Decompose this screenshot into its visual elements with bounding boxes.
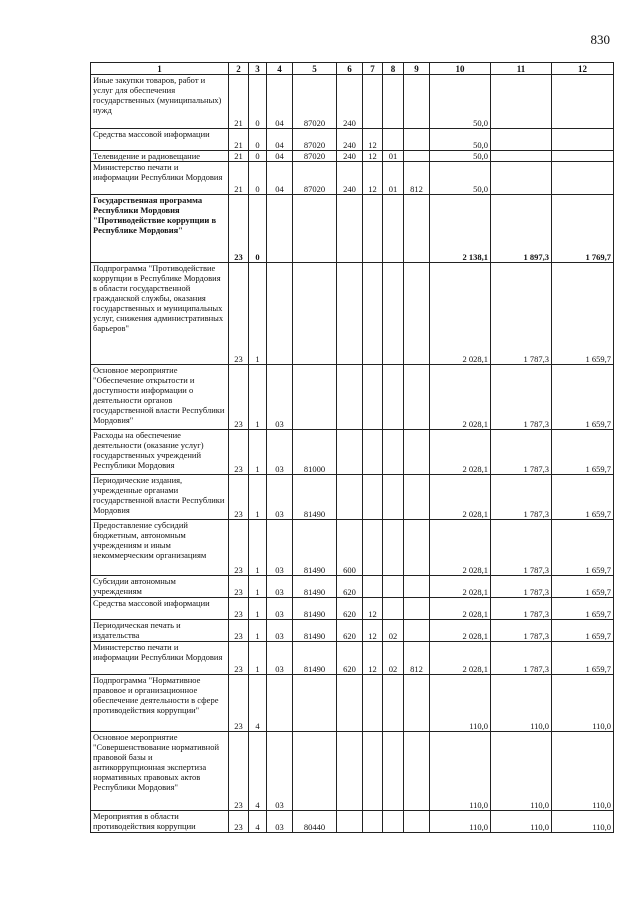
code-cell: 1 [249,475,267,520]
code-cell: 240 [337,162,363,195]
code-cell [404,675,430,732]
amount-cell [552,129,614,151]
code-cell [404,151,430,162]
table-row [91,151,614,162]
code-cell: 620 [337,642,363,675]
code-cell [363,430,383,475]
amount-cell: 110,0 [552,675,614,732]
row-name-cell: Основное мероприятие "Обеспечение открытости и доступности информации о деятельности органов государственной власти Республики Мордовия" [91,365,229,430]
code-cell: 240 [337,75,363,129]
code-cell [267,195,293,263]
code-cell: 23 [229,430,249,475]
header-cell: 5 [293,63,337,75]
code-cell [404,475,430,520]
page-number: 830 [590,32,610,47]
amount-cell: 110,0 [552,811,614,833]
code-cell: 03 [267,620,293,642]
amount-cell [552,75,614,129]
code-cell [404,598,430,620]
code-cell: 0 [249,75,267,129]
code-cell [337,811,363,833]
code-cell: 03 [267,430,293,475]
amount-cell: 110,0 [491,732,552,811]
code-cell [293,195,337,263]
code-cell [293,732,337,811]
amount-cell: 2 028,1 [430,642,491,675]
code-cell [404,365,430,430]
code-cell [337,732,363,811]
amount-cell: 1 787,3 [491,520,552,576]
row-name-cell: Мероприятия в области противодействия коррупции [91,811,229,833]
code-cell: 23 [229,598,249,620]
code-cell: 23 [229,732,249,811]
table-row [91,263,614,365]
code-cell: 21 [229,162,249,195]
code-cell [337,195,363,263]
code-cell [337,263,363,365]
code-cell: 04 [267,75,293,129]
amount-cell: 2 028,1 [430,263,491,365]
amount-cell: 1 659,7 [552,365,614,430]
code-cell [337,475,363,520]
table-row [91,195,614,263]
amount-cell: 50,0 [430,75,491,129]
code-cell: 0 [249,195,267,263]
code-cell: 04 [267,162,293,195]
amount-cell: 1 659,7 [552,576,614,598]
amount-cell: 1 787,3 [491,430,552,475]
amount-cell [552,151,614,162]
code-cell: 1 [249,576,267,598]
code-cell: 23 [229,520,249,576]
code-cell: 01 [383,162,404,195]
budget-table [90,62,614,833]
code-cell [383,576,404,598]
amount-cell: 1 659,7 [552,620,614,642]
amount-cell: 1 787,3 [491,263,552,365]
amount-cell: 2 028,1 [430,520,491,576]
code-cell [404,520,430,576]
code-cell: 1 [249,620,267,642]
code-cell [404,129,430,151]
code-cell: 03 [267,811,293,833]
code-cell [383,475,404,520]
code-cell: 81490 [293,642,337,675]
amount-cell [491,129,552,151]
code-cell: 812 [404,642,430,675]
amount-cell: 2 138,1 [430,195,491,263]
table-row [91,598,614,620]
amount-cell: 110,0 [491,675,552,732]
code-cell: 21 [229,75,249,129]
code-cell: 23 [229,365,249,430]
header-cell: 6 [337,63,363,75]
table-body [91,75,614,833]
code-cell: 87020 [293,162,337,195]
code-cell: 620 [337,576,363,598]
code-cell: 81490 [293,475,337,520]
amount-cell [491,151,552,162]
code-cell: 03 [267,598,293,620]
row-name-cell: Средства массовой информации [91,129,229,151]
code-cell: 81490 [293,520,337,576]
code-cell: 03 [267,520,293,576]
amount-cell: 1 659,7 [552,598,614,620]
code-cell: 812 [404,162,430,195]
code-cell [363,263,383,365]
code-cell: 240 [337,151,363,162]
code-cell: 4 [249,732,267,811]
code-cell [363,195,383,263]
amount-cell: 50,0 [430,129,491,151]
code-cell: 4 [249,811,267,833]
row-name-cell: Периодическая печать и издательства [91,620,229,642]
code-cell [267,675,293,732]
code-cell: 12 [363,598,383,620]
amount-cell: 1 787,3 [491,620,552,642]
code-cell: 12 [363,642,383,675]
code-cell: 21 [229,151,249,162]
code-cell: 0 [249,129,267,151]
header-cell: 2 [229,63,249,75]
table-row [91,732,614,811]
code-cell [383,365,404,430]
code-cell [404,811,430,833]
header-cell: 9 [404,63,430,75]
amount-cell: 1 787,3 [491,598,552,620]
code-cell: 81490 [293,576,337,598]
header-cell: 1 [91,63,229,75]
code-cell: 620 [337,598,363,620]
code-cell: 240 [337,129,363,151]
code-cell [404,195,430,263]
amount-cell: 1 659,7 [552,263,614,365]
amount-cell: 110,0 [430,811,491,833]
code-cell [293,675,337,732]
amount-cell: 1 787,3 [491,475,552,520]
header-cell: 8 [383,63,404,75]
amount-cell: 1 787,3 [491,576,552,598]
code-cell: 04 [267,151,293,162]
code-cell: 4 [249,675,267,732]
amount-cell: 1 769,7 [552,195,614,263]
code-cell [363,365,383,430]
code-cell: 0 [249,151,267,162]
code-cell [404,732,430,811]
code-cell: 23 [229,195,249,263]
code-cell: 23 [229,675,249,732]
code-cell: 03 [267,642,293,675]
code-cell [337,365,363,430]
table-row [91,365,614,430]
code-cell: 620 [337,620,363,642]
table-row [91,576,614,598]
code-cell: 87020 [293,129,337,151]
code-cell: 04 [267,129,293,151]
amount-cell: 2 028,1 [430,620,491,642]
code-cell [363,75,383,129]
amount-cell: 1 659,7 [552,642,614,675]
amount-cell: 1 659,7 [552,520,614,576]
row-name-cell: Телевидение и радиовещание [91,151,229,162]
header-row [91,63,614,75]
code-cell: 600 [337,520,363,576]
amount-cell: 2 028,1 [430,475,491,520]
code-cell: 02 [383,620,404,642]
row-name-cell: Министерство печати и информации Республики Мордовия [91,162,229,195]
code-cell [363,811,383,833]
amount-cell: 2 028,1 [430,430,491,475]
code-cell: 23 [229,263,249,365]
code-cell: 21 [229,129,249,151]
amount-cell [552,162,614,195]
table-row [91,129,614,151]
amount-cell [491,75,552,129]
amount-cell: 1 659,7 [552,475,614,520]
code-cell [363,675,383,732]
code-cell: 81000 [293,430,337,475]
amount-cell: 110,0 [430,675,491,732]
code-cell: 02 [383,642,404,675]
amount-cell: 110,0 [552,732,614,811]
budget-table-container [90,62,613,833]
code-cell [383,263,404,365]
code-cell: 23 [229,642,249,675]
amount-cell: 50,0 [430,151,491,162]
code-cell: 87020 [293,151,337,162]
table-row [91,620,614,642]
table-row [91,811,614,833]
code-cell: 12 [363,620,383,642]
header-cell: 3 [249,63,267,75]
code-cell [337,430,363,475]
table-row [91,675,614,732]
code-cell [363,475,383,520]
code-cell: 12 [363,151,383,162]
amount-cell: 2 028,1 [430,576,491,598]
code-cell: 81490 [293,598,337,620]
code-cell: 23 [229,811,249,833]
table-row [91,475,614,520]
code-cell: 1 [249,430,267,475]
code-cell [383,675,404,732]
row-name-cell: Министерство печати и информации Республики Мордовия [91,642,229,675]
code-cell: 12 [363,162,383,195]
amount-cell: 1 897,3 [491,195,552,263]
row-name-cell: Предоставление субсидий бюджетным, автономным учреждениям и иным некоммерческим организациям [91,520,229,576]
table-row [91,430,614,475]
amount-cell [491,162,552,195]
amount-cell: 2 028,1 [430,365,491,430]
code-cell [383,520,404,576]
code-cell: 1 [249,642,267,675]
code-cell [404,620,430,642]
header-cell: 7 [363,63,383,75]
row-name-cell: Периодические издания, учрежденные органами государственной власти Республики Мордовия [91,475,229,520]
row-name-cell: Государственная программа Республики Мордовия "Противодействие коррупции в Республике Мордовия" [91,195,229,263]
code-cell: 81490 [293,620,337,642]
row-name-cell: Основное мероприятие "Совершенствование нормативной правовой базы и антикоррупционная экспертиза нормативных правовых актов Республики Мордовия" [91,732,229,811]
code-cell [383,75,404,129]
header-cell: 11 [491,63,552,75]
code-cell [363,576,383,598]
row-name-cell: Расходы на обеспечение деятельности (оказание услуг) государственных учреждений Республики Мордовия [91,430,229,475]
table-row [91,75,614,129]
row-name-cell: Средства массовой информации [91,598,229,620]
code-cell: 03 [267,576,293,598]
amount-cell: 1 787,3 [491,642,552,675]
table-row [91,162,614,195]
code-cell: 1 [249,365,267,430]
code-cell [383,129,404,151]
code-cell [383,732,404,811]
code-cell [404,576,430,598]
code-cell: 03 [267,365,293,430]
code-cell: 12 [363,129,383,151]
code-cell: 23 [229,475,249,520]
header-cell: 10 [430,63,491,75]
code-cell [404,263,430,365]
code-cell: 03 [267,475,293,520]
code-cell [337,675,363,732]
amount-cell: 2 028,1 [430,598,491,620]
code-cell: 0 [249,162,267,195]
code-cell: 23 [229,576,249,598]
row-name-cell: Субсидии автономным учреждениям [91,576,229,598]
table-row [91,642,614,675]
code-cell: 01 [383,151,404,162]
amount-cell: 50,0 [430,162,491,195]
row-name-cell: Иные закупки товаров, работ и услуг для обеспечения государственных (муниципальных) нужд [91,75,229,129]
code-cell [383,598,404,620]
code-cell [404,75,430,129]
code-cell [267,263,293,365]
code-cell: 87020 [293,75,337,129]
code-cell [383,195,404,263]
amount-cell: 110,0 [491,811,552,833]
code-cell [404,430,430,475]
code-cell [363,520,383,576]
code-cell [383,811,404,833]
row-name-cell: Подпрограмма "Нормативное правовое и организационное обеспечение деятельности в сфере противодействия коррупции" [91,675,229,732]
code-cell: 1 [249,520,267,576]
header-cell: 12 [552,63,614,75]
code-cell: 80440 [293,811,337,833]
code-cell: 23 [229,620,249,642]
header-cell: 4 [267,63,293,75]
code-cell: 03 [267,732,293,811]
amount-cell: 110,0 [430,732,491,811]
code-cell [363,732,383,811]
code-cell [383,430,404,475]
code-cell: 1 [249,263,267,365]
code-cell: 1 [249,598,267,620]
amount-cell: 1 659,7 [552,430,614,475]
row-name-cell: Подпрограмма "Противодействие коррупции в Республике Мордовия в области государственной гражданской службы, оказания государственных и муниципальных услуг, снижения административных барьеров" [91,263,229,365]
code-cell [293,263,337,365]
amount-cell: 1 787,3 [491,365,552,430]
code-cell [293,365,337,430]
table-row [91,520,614,576]
